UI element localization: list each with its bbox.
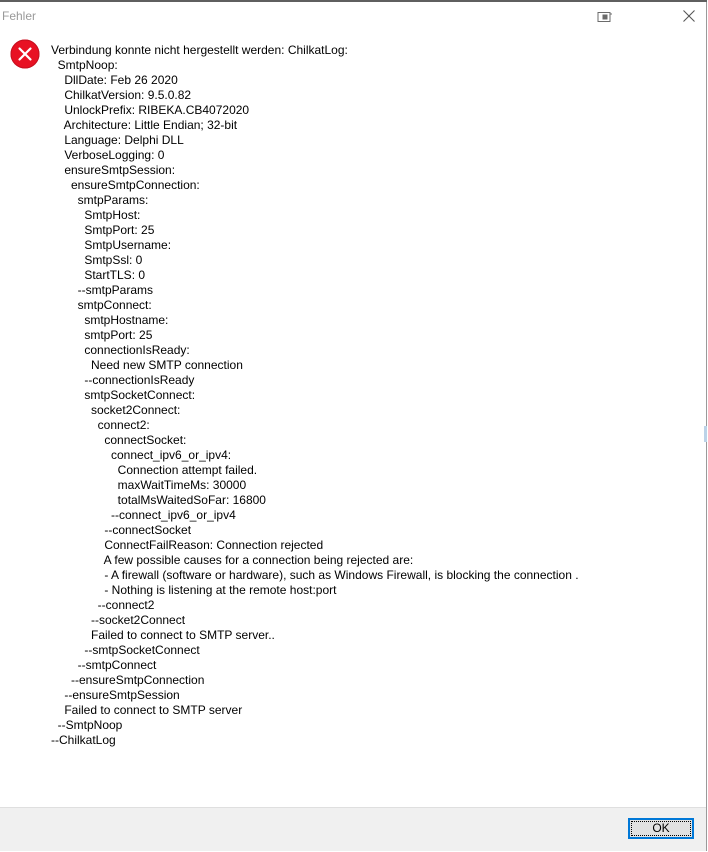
title-bar[interactable] <box>0 2 706 30</box>
close-icon[interactable] <box>682 9 696 23</box>
message-line: smtpHostname: <box>51 313 172 327</box>
message-line: SmtpPort: 25 <box>51 223 155 237</box>
ok-button[interactable] <box>628 818 694 839</box>
message-line: maxWaitTimeMs: 30000 <box>51 478 247 492</box>
scroll-edge-marker <box>704 426 707 442</box>
message-line: --SmtpNoop <box>51 718 123 732</box>
message-line: - A firewall (software or hardware), such as Windows Firewall, is blocking the connection . <box>51 568 579 582</box>
message-line: totalMsWaitedSoFar: 16800 <box>51 493 266 507</box>
message-line: connect_ipv6_or_ipv4: <box>51 448 232 462</box>
message-line: ensureSmtpConnection: <box>51 178 200 192</box>
message-line: --socket2Connect <box>51 613 186 627</box>
message-line: --ChilkatLog <box>51 733 116 747</box>
message-line: --smtpParams <box>51 283 154 297</box>
message-line: smtpConnect: <box>51 298 152 312</box>
ok-button-label: OK <box>652 821 670 835</box>
button-bar <box>0 807 706 851</box>
message-line: Connection attempt failed. <box>51 463 258 477</box>
error-icon <box>10 39 40 69</box>
message-line: A few possible causes for a connection being rejected are: <box>51 553 414 567</box>
message-line: - Nothing is listening at the remote host:port <box>51 583 337 597</box>
message-line: SmtpNoop: <box>51 58 118 72</box>
message-line: --connect2 <box>51 598 155 612</box>
message-line: SmtpHost: <box>51 208 144 222</box>
message-line: connect2: <box>51 418 150 432</box>
dialog-title: Fehler <box>2 9 37 23</box>
message-line: DllDate: Feb 26 2020 <box>51 73 178 87</box>
message-line: connectionIsReady: <box>51 343 190 357</box>
message-line: Failed to connect to SMTP server <box>51 703 243 717</box>
message-line: SmtpSsl: 0 <box>51 253 143 267</box>
message-line: ChilkatVersion: 9.5.0.82 <box>51 88 192 102</box>
message-line: UnlockPrefix: RIBEKA.CB4072020 <box>51 103 250 117</box>
message-line: Language: Delphi DLL <box>51 133 184 147</box>
message-line: socket2Connect: <box>51 403 181 417</box>
message-line: connectSocket: <box>51 433 187 447</box>
message-line: --smtpConnect <box>51 658 157 672</box>
message-line: --connectSocket <box>51 523 192 537</box>
message-line: --connectionIsReady <box>51 373 195 387</box>
message-line: smtpParams: <box>51 193 149 207</box>
message-line: ensureSmtpSession: <box>51 163 176 177</box>
message-line: Failed to connect to SMTP server.. <box>51 628 275 642</box>
message-line: VerboseLogging: 0 <box>51 148 165 162</box>
message-line: StartTLS: 0 <box>51 268 146 282</box>
error-message <box>51 43 696 748</box>
message-line: --ensureSmtpSession <box>51 688 180 702</box>
message-line: SmtpUsername: <box>51 238 175 252</box>
message-line: Need new SMTP connection <box>51 358 243 372</box>
message-line: smtpSocketConnect: <box>51 388 196 402</box>
message-line: --ensureSmtpConnection <box>51 673 205 687</box>
message-line: --smtpSocketConnect <box>51 643 200 657</box>
message-line: --connect_ipv6_or_ipv4 <box>51 508 236 522</box>
message-line: Architecture: Little Endian; 32-bit <box>51 118 238 132</box>
window-restore-icon[interactable] <box>597 11 613 23</box>
message-line: Verbindung konnte nicht hergestellt werden: ChilkatLog: <box>51 43 348 57</box>
message-line: smtpPort: 25 <box>51 328 153 342</box>
message-line: ConnectFailReason: Connection rejected <box>51 538 324 552</box>
